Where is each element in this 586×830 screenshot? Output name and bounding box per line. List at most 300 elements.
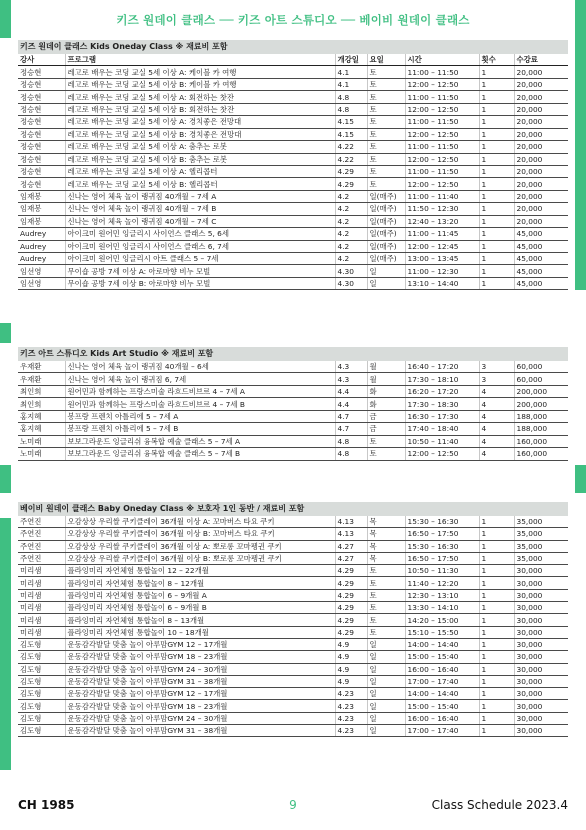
table-cell: 홍지혜 <box>18 410 65 422</box>
table-cell: 레고로 배우는 코딩 교실 5세 이상 A: 회전하는 찻잔 <box>65 91 335 103</box>
table-cell: 20,000 <box>514 153 568 165</box>
table-cell: 목 <box>367 552 405 564</box>
table-cell: 정승현 <box>18 66 65 78</box>
table-cell: 4.4 <box>335 398 367 410</box>
table-cell: 30,000 <box>514 651 568 663</box>
table-row <box>18 165 568 177</box>
table-cell: 운동감각발달 맞춤 놀이 아루맘GYM 12 – 17개월 <box>65 638 335 650</box>
table-cell: 11:00 – 11:50 <box>405 141 479 153</box>
table-cell: 토 <box>367 128 405 140</box>
table-cell: 아이크미 원어민 잉글리시 사이언스 클래스 5, 6세 <box>65 228 335 240</box>
table-cell: 1 <box>479 203 514 215</box>
table-cell: 레고로 배우는 코딩 교실 5세 이상 A: 경치좋은 전망대 <box>65 116 335 128</box>
table-cell: 레고로 배우는 코딩 교실 5세 이상 B: 회전하는 찻잔 <box>65 103 335 115</box>
table-cell: 아이크미 원어민 잉글리시 아트 클래스 5 – 7세 <box>65 253 335 265</box>
table-cell: 4.15 <box>335 116 367 128</box>
table-cell: 임선영 <box>18 265 65 277</box>
table-cell: 12:40 – 13:20 <box>405 215 479 227</box>
table-cell: 화 <box>367 385 405 397</box>
column-header: 횟수 <box>479 54 514 66</box>
table-cell: 김도형 <box>18 675 65 687</box>
table-row <box>18 410 568 422</box>
table-cell: 운동감각발달 맞춤 놀이 아루맘GYM 18 – 23개월 <box>65 651 335 663</box>
table-cell: 일(매주) <box>367 253 405 265</box>
table-cell: 1 <box>479 651 514 663</box>
table-cell: 레고로 배우는 코딩 교실 5세 이상 B: 경치좋은 전망대 <box>65 128 335 140</box>
schedule-table <box>18 516 568 737</box>
table-cell: 미리샘 <box>18 602 65 614</box>
table-cell: 14:00 – 14:40 <box>405 638 479 650</box>
table-cell: 16:00 – 16:40 <box>405 712 479 724</box>
table-cell: 아이크미 원어민 잉글리시 사이언스 클래스 6, 7세 <box>65 240 335 252</box>
table-row <box>18 614 568 626</box>
table-cell: 미리샘 <box>18 626 65 638</box>
table-cell: 160,000 <box>514 435 568 447</box>
table-cell: 레고로 배우는 코딩 교실 5세 이상 B: 춤추는 로봇 <box>65 153 335 165</box>
table-cell: 35,000 <box>514 528 568 540</box>
table-cell: 원어민과 함께하는 프랑스미술 라흐드비브르 4 – 7세 A <box>65 385 335 397</box>
table-cell: 1 <box>479 528 514 540</box>
table-cell: 4.29 <box>335 626 367 638</box>
table-cell: 4.22 <box>335 141 367 153</box>
accent-bar-left-2 <box>0 323 11 343</box>
table-cell: 일 <box>367 277 405 289</box>
table-cell: 김도형 <box>18 725 65 737</box>
table-cell: 12:00 – 12:50 <box>405 178 479 190</box>
table-cell: 일 <box>367 663 405 675</box>
table-cell: 11:40 – 12:20 <box>405 577 479 589</box>
table-row <box>18 277 568 289</box>
table-cell: 30,000 <box>514 700 568 712</box>
table-cell: 4.7 <box>335 423 367 435</box>
table-cell: 1 <box>479 215 514 227</box>
table-cell: 토 <box>367 103 405 115</box>
accent-bar-right-2 <box>575 465 586 493</box>
section-title: 베이비 원데이 클래스 Baby Oneday Class ※ 보호자 1인 동반 / 재료비 포함 <box>18 502 568 516</box>
table-cell: 4.8 <box>335 448 367 460</box>
table-cell: 신나는 영어 체육 놀이 랭귀짐 40개월 – 7세 C <box>65 215 335 227</box>
table-row <box>18 78 568 90</box>
table-cell: 60,000 <box>514 361 568 373</box>
table-row <box>18 688 568 700</box>
table-cell: 17:40 – 18:40 <box>405 423 479 435</box>
table-cell: 11:50 – 12:30 <box>405 203 479 215</box>
table-cell: 30,000 <box>514 688 568 700</box>
table-cell: 188,000 <box>514 410 568 422</box>
table-cell: 주연진 <box>18 552 65 564</box>
table-cell: 4.23 <box>335 725 367 737</box>
table-cell: 4.13 <box>335 528 367 540</box>
table-cell: 1 <box>479 240 514 252</box>
table-cell: 일 <box>367 688 405 700</box>
table-cell: 45,000 <box>514 277 568 289</box>
table-cell: 4.4 <box>335 385 367 397</box>
table-cell: 정승현 <box>18 128 65 140</box>
table-cell: 20,000 <box>514 165 568 177</box>
table-cell: 일(매주) <box>367 228 405 240</box>
table-row <box>18 215 568 227</box>
table-cell: 11:00 – 11:50 <box>405 66 479 78</box>
table-cell: 20,000 <box>514 141 568 153</box>
table-cell: 17:30 – 18:10 <box>405 373 479 385</box>
section-baby-oneday <box>18 502 568 737</box>
table-cell: 노미래 <box>18 435 65 447</box>
table-cell: 토 <box>367 589 405 601</box>
table-cell: 15:00 – 15:40 <box>405 651 479 663</box>
table-cell: 20,000 <box>514 103 568 115</box>
table-cell: 188,000 <box>514 423 568 435</box>
table-cell: 17:30 – 18:30 <box>405 398 479 410</box>
table-cell: 10:50 – 11:40 <box>405 435 479 447</box>
section-kids-art-studio <box>18 347 568 461</box>
table-cell: 신나는 영어 체육 놀이 랭귀짐 6, 7세 <box>65 373 335 385</box>
column-header: 강사 <box>18 54 65 66</box>
column-header: 시간 <box>405 54 479 66</box>
table-row <box>18 577 568 589</box>
table-cell: 4.2 <box>335 203 367 215</box>
table-body <box>18 361 568 460</box>
table-cell: 운동감각발달 맞춤 놀이 아루맘GYM 31 – 38개월 <box>65 725 335 737</box>
table-cell: 금 <box>367 423 405 435</box>
table-cell: 홍지혜 <box>18 423 65 435</box>
table-cell: 신나는 영어 체육 놀이 랭귀짐 40개월 – 7세 B <box>65 203 335 215</box>
table-cell: 토 <box>367 626 405 638</box>
table-cell: 일 <box>367 725 405 737</box>
table-row <box>18 385 568 397</box>
column-header: 요일 <box>367 54 405 66</box>
table-cell: 노미래 <box>18 448 65 460</box>
table-cell: 1 <box>479 253 514 265</box>
accent-bar-left-4 <box>0 518 11 770</box>
table-cell: 정승현 <box>18 153 65 165</box>
table-cell: 봉프랑 프렌치 아틀리에 5 – 7세 B <box>65 423 335 435</box>
column-header: 수강료 <box>514 54 568 66</box>
table-row <box>18 651 568 663</box>
table-cell: 일(매주) <box>367 215 405 227</box>
table-cell: 1 <box>479 91 514 103</box>
table-cell: 레고로 배우는 코딩 교실 5세 이상 B: 케이블 카 여행 <box>65 78 335 90</box>
table-cell: 4.29 <box>335 165 367 177</box>
table-cell: 4 <box>479 385 514 397</box>
table-cell: 보보그라운드 잉글리쉬 융복합 예술 클래스 5 – 7세 B <box>65 448 335 460</box>
table-cell: 1 <box>479 141 514 153</box>
table-cell: 1 <box>479 614 514 626</box>
table-cell: 1 <box>479 190 514 202</box>
table-cell: 1 <box>479 589 514 601</box>
accent-bar-right-1 <box>575 0 586 290</box>
table-cell: 4.22 <box>335 153 367 165</box>
table-cell: 30,000 <box>514 565 568 577</box>
table-cell: 20,000 <box>514 78 568 90</box>
table-cell: 13:10 – 14:40 <box>405 277 479 289</box>
table-cell: 30,000 <box>514 675 568 687</box>
table-cell: 11:00 – 12:30 <box>405 265 479 277</box>
table-row <box>18 265 568 277</box>
table-cell: 오감상상 우리쌀 쿠키클레이 36개월 이상 A: 꼬마버스 타요 쿠키 <box>65 516 335 528</box>
page-footer <box>18 798 568 816</box>
table-cell: 1 <box>479 116 514 128</box>
table-cell: 4.23 <box>335 712 367 724</box>
table-cell: 20,000 <box>514 190 568 202</box>
table-cell: 플라잉미리 자연체험 통합놀이 8 – 13개월 <box>65 614 335 626</box>
table-cell: 주연진 <box>18 516 65 528</box>
table-cell: 12:00 – 12:50 <box>405 103 479 115</box>
table-cell: 1 <box>479 78 514 90</box>
table-header-row <box>18 54 568 66</box>
table-cell: 무이숍 공방 7세 이상 A: 아로마향 비누 모빌 <box>65 265 335 277</box>
table-cell: 15:10 – 15:50 <box>405 626 479 638</box>
table-cell: 토 <box>367 565 405 577</box>
table-cell: 임선영 <box>18 277 65 289</box>
table-cell: 30,000 <box>514 577 568 589</box>
table-cell: 12:00 – 12:50 <box>405 128 479 140</box>
section-title: 키즈 원데이 클래스 Kids Oneday Class ※ 재료비 포함 <box>18 40 568 54</box>
table-cell: 토 <box>367 577 405 589</box>
column-header: 프로그램 <box>65 54 335 66</box>
table-cell: 10:50 – 11:30 <box>405 565 479 577</box>
table-cell: 35,000 <box>514 516 568 528</box>
table-cell: 15:00 – 15:40 <box>405 700 479 712</box>
table-cell: Audrey <box>18 253 65 265</box>
table-cell: 정승현 <box>18 91 65 103</box>
table-cell: Audrey <box>18 240 65 252</box>
table-cell: 4.9 <box>335 663 367 675</box>
table-cell: 플라잉미리 자연체험 통합놀이 10 – 18개월 <box>65 626 335 638</box>
table-cell: 30,000 <box>514 614 568 626</box>
table-cell: 미리샘 <box>18 589 65 601</box>
table-row <box>18 66 568 78</box>
table-cell: 12:00 – 12:50 <box>405 78 479 90</box>
table-cell: 금 <box>367 410 405 422</box>
table-cell: 4.1 <box>335 78 367 90</box>
table-cell: 13:30 – 14:10 <box>405 602 479 614</box>
table-cell: 임재봉 <box>18 203 65 215</box>
table-row <box>18 725 568 737</box>
table-cell: 45,000 <box>514 228 568 240</box>
table-cell: 무이숍 공방 7세 이상 B: 아로마향 비누 모빌 <box>65 277 335 289</box>
table-cell: 4.27 <box>335 540 367 552</box>
table-cell: 4 <box>479 423 514 435</box>
table-cell: 플라잉미리 자연체험 통합놀이 6 – 9개월 A <box>65 589 335 601</box>
table-cell: 11:00 – 11:45 <box>405 228 479 240</box>
table-cell: 14:00 – 14:40 <box>405 688 479 700</box>
table-row <box>18 589 568 601</box>
table-cell: 우재환 <box>18 373 65 385</box>
table-row <box>18 141 568 153</box>
table-row <box>18 565 568 577</box>
table-cell: 1 <box>479 638 514 650</box>
table-cell: 플라잉미리 자연체험 통합놀이 8 – 12개월 <box>65 577 335 589</box>
table-cell: 4.2 <box>335 228 367 240</box>
table-cell: 15:30 – 16:30 <box>405 540 479 552</box>
table-cell: 4.9 <box>335 651 367 663</box>
table-cell: 일(매주) <box>367 203 405 215</box>
table-cell: 1 <box>479 565 514 577</box>
table-cell: 4.15 <box>335 128 367 140</box>
table-cell: 김도형 <box>18 712 65 724</box>
table-cell: 1 <box>479 228 514 240</box>
table-cell: 정승현 <box>18 78 65 90</box>
table-row <box>18 153 568 165</box>
table-cell: 4.29 <box>335 565 367 577</box>
table-cell: 4 <box>479 448 514 460</box>
table-cell: 1 <box>479 725 514 737</box>
table-cell: 1 <box>479 663 514 675</box>
table-cell: 1 <box>479 675 514 687</box>
footer-brand: CH 1985 <box>18 798 75 812</box>
table-cell: 17:00 – 17:40 <box>405 725 479 737</box>
table-cell: 운동감각발달 맞춤 놀이 아루맘GYM 12 – 17개월 <box>65 688 335 700</box>
table-cell: 11:00 – 11:40 <box>405 190 479 202</box>
table-cell: 4.30 <box>335 265 367 277</box>
table-row <box>18 103 568 115</box>
table-cell: 정승현 <box>18 165 65 177</box>
table-cell: 160,000 <box>514 448 568 460</box>
schedule-table <box>18 54 568 290</box>
table-cell: 60,000 <box>514 373 568 385</box>
table-cell: 일 <box>367 712 405 724</box>
table-cell: 16:00 – 16:40 <box>405 663 479 675</box>
table-cell: 1 <box>479 626 514 638</box>
table-cell: 일(매주) <box>367 240 405 252</box>
table-cell: 운동감각발달 맞춤 놀이 아루맘GYM 24 – 30개월 <box>65 712 335 724</box>
table-cell: 최인희 <box>18 398 65 410</box>
table-cell: 45,000 <box>514 265 568 277</box>
table-cell: 미리샘 <box>18 565 65 577</box>
table-cell: 4.8 <box>335 103 367 115</box>
table-body <box>18 516 568 737</box>
table-row <box>18 540 568 552</box>
table-cell: 20,000 <box>514 215 568 227</box>
table-row <box>18 552 568 564</box>
table-cell: 김도형 <box>18 688 65 700</box>
table-cell: 보보그라운드 잉글리쉬 융복합 예술 클래스 5 – 7세 A <box>65 435 335 447</box>
table-cell: 레고로 배우는 코딩 교실 5세 이상 A: 춤추는 로봇 <box>65 141 335 153</box>
schedule-table <box>18 361 568 461</box>
table-cell: 목 <box>367 540 405 552</box>
table-cell: 정승현 <box>18 178 65 190</box>
table-cell: 1 <box>479 277 514 289</box>
section-title: 키즈 아트 스튜디오 Kids Art Studio ※ 재료비 포함 <box>18 347 568 361</box>
table-cell: 1 <box>479 66 514 78</box>
table-cell: 12:00 – 12:50 <box>405 448 479 460</box>
table-cell: 1 <box>479 712 514 724</box>
table-cell: 4.29 <box>335 178 367 190</box>
table-cell: 일 <box>367 700 405 712</box>
table-cell: 4.7 <box>335 410 367 422</box>
table-cell: 신나는 영어 체육 놀이 랭귀짐 40개월 – 6세 <box>65 361 335 373</box>
table-cell: 4.27 <box>335 552 367 564</box>
table-row <box>18 626 568 638</box>
table-cell: 16:50 – 17:50 <box>405 552 479 564</box>
table-cell: 토 <box>367 614 405 626</box>
table-cell: 김도형 <box>18 651 65 663</box>
table-header <box>18 54 568 66</box>
table-cell: 20,000 <box>514 203 568 215</box>
table-row <box>18 116 568 128</box>
table-cell: 운동감각발달 맞춤 놀이 아루맘GYM 31 – 38개월 <box>65 675 335 687</box>
table-cell: 우재환 <box>18 361 65 373</box>
footer-schedule-date: Class Schedule 2023.4 <box>431 798 568 812</box>
table-cell: 토 <box>367 153 405 165</box>
table-cell: 4.23 <box>335 688 367 700</box>
table-row <box>18 240 568 252</box>
table-row <box>18 203 568 215</box>
table-row <box>18 128 568 140</box>
table-cell: 토 <box>367 178 405 190</box>
table-cell: 신나는 영어 체육 놀이 랭귀짐 40개월 – 7세 A <box>65 190 335 202</box>
table-cell: 16:30 – 17:30 <box>405 410 479 422</box>
table-cell: 임재봉 <box>18 215 65 227</box>
table-cell: 4.2 <box>335 253 367 265</box>
table-cell: 15:30 – 16:30 <box>405 516 479 528</box>
table-cell: 13:00 – 13:45 <box>405 253 479 265</box>
table-cell: 16:20 – 17:20 <box>405 385 479 397</box>
table-cell: 14:20 – 15:00 <box>405 614 479 626</box>
table-cell: 30,000 <box>514 638 568 650</box>
table-cell: 12:30 – 13:10 <box>405 589 479 601</box>
table-cell: 30,000 <box>514 663 568 675</box>
table-cell: 일 <box>367 265 405 277</box>
table-cell: 30,000 <box>514 626 568 638</box>
table-cell: 30,000 <box>514 725 568 737</box>
table-cell: 200,000 <box>514 385 568 397</box>
table-body <box>18 66 568 290</box>
table-cell: 35,000 <box>514 540 568 552</box>
table-cell: 200,000 <box>514 398 568 410</box>
table-cell: 플라잉미리 자연체험 통합놀이 12 – 22개월 <box>65 565 335 577</box>
table-cell: 레고로 배우는 코딩 교실 5세 이상 A: 헬리콥터 <box>65 165 335 177</box>
table-row <box>18 663 568 675</box>
table-row <box>18 435 568 447</box>
column-header: 개강일 <box>335 54 367 66</box>
table-cell: 17:00 – 17:40 <box>405 675 479 687</box>
table-cell: 토 <box>367 116 405 128</box>
table-cell: 11:00 – 11:50 <box>405 165 479 177</box>
table-cell: 플라잉미리 자연체험 통합놀이 6 – 9개월 B <box>65 602 335 614</box>
table-cell: 4 <box>479 410 514 422</box>
table-cell: 4.8 <box>335 91 367 103</box>
table-cell: 20,000 <box>514 66 568 78</box>
table-cell: 정승현 <box>18 116 65 128</box>
table-row <box>18 253 568 265</box>
table-cell: 미리샘 <box>18 577 65 589</box>
table-cell: 4.13 <box>335 516 367 528</box>
table-cell: 정승현 <box>18 103 65 115</box>
table-row <box>18 528 568 540</box>
table-cell: 원어민과 함께하는 프랑스미술 라흐드비브르 4 – 7세 B <box>65 398 335 410</box>
table-row <box>18 91 568 103</box>
table-cell: 운동감각발달 맞춤 놀이 아루맘GYM 18 – 23개월 <box>65 700 335 712</box>
table-cell: 김도형 <box>18 663 65 675</box>
table-cell: 4.29 <box>335 602 367 614</box>
table-cell: 4.29 <box>335 614 367 626</box>
table-cell: 최인희 <box>18 385 65 397</box>
table-cell: 화 <box>367 398 405 410</box>
table-cell: 1 <box>479 516 514 528</box>
table-row <box>18 712 568 724</box>
table-cell: 4.9 <box>335 675 367 687</box>
table-cell: 4.2 <box>335 240 367 252</box>
table-cell: 1 <box>479 128 514 140</box>
table-row <box>18 398 568 410</box>
table-cell: 20,000 <box>514 91 568 103</box>
table-cell: 주연진 <box>18 540 65 552</box>
table-cell: 토 <box>367 435 405 447</box>
table-cell: 1 <box>479 165 514 177</box>
table-cell: 1 <box>479 153 514 165</box>
table-cell: 20,000 <box>514 128 568 140</box>
